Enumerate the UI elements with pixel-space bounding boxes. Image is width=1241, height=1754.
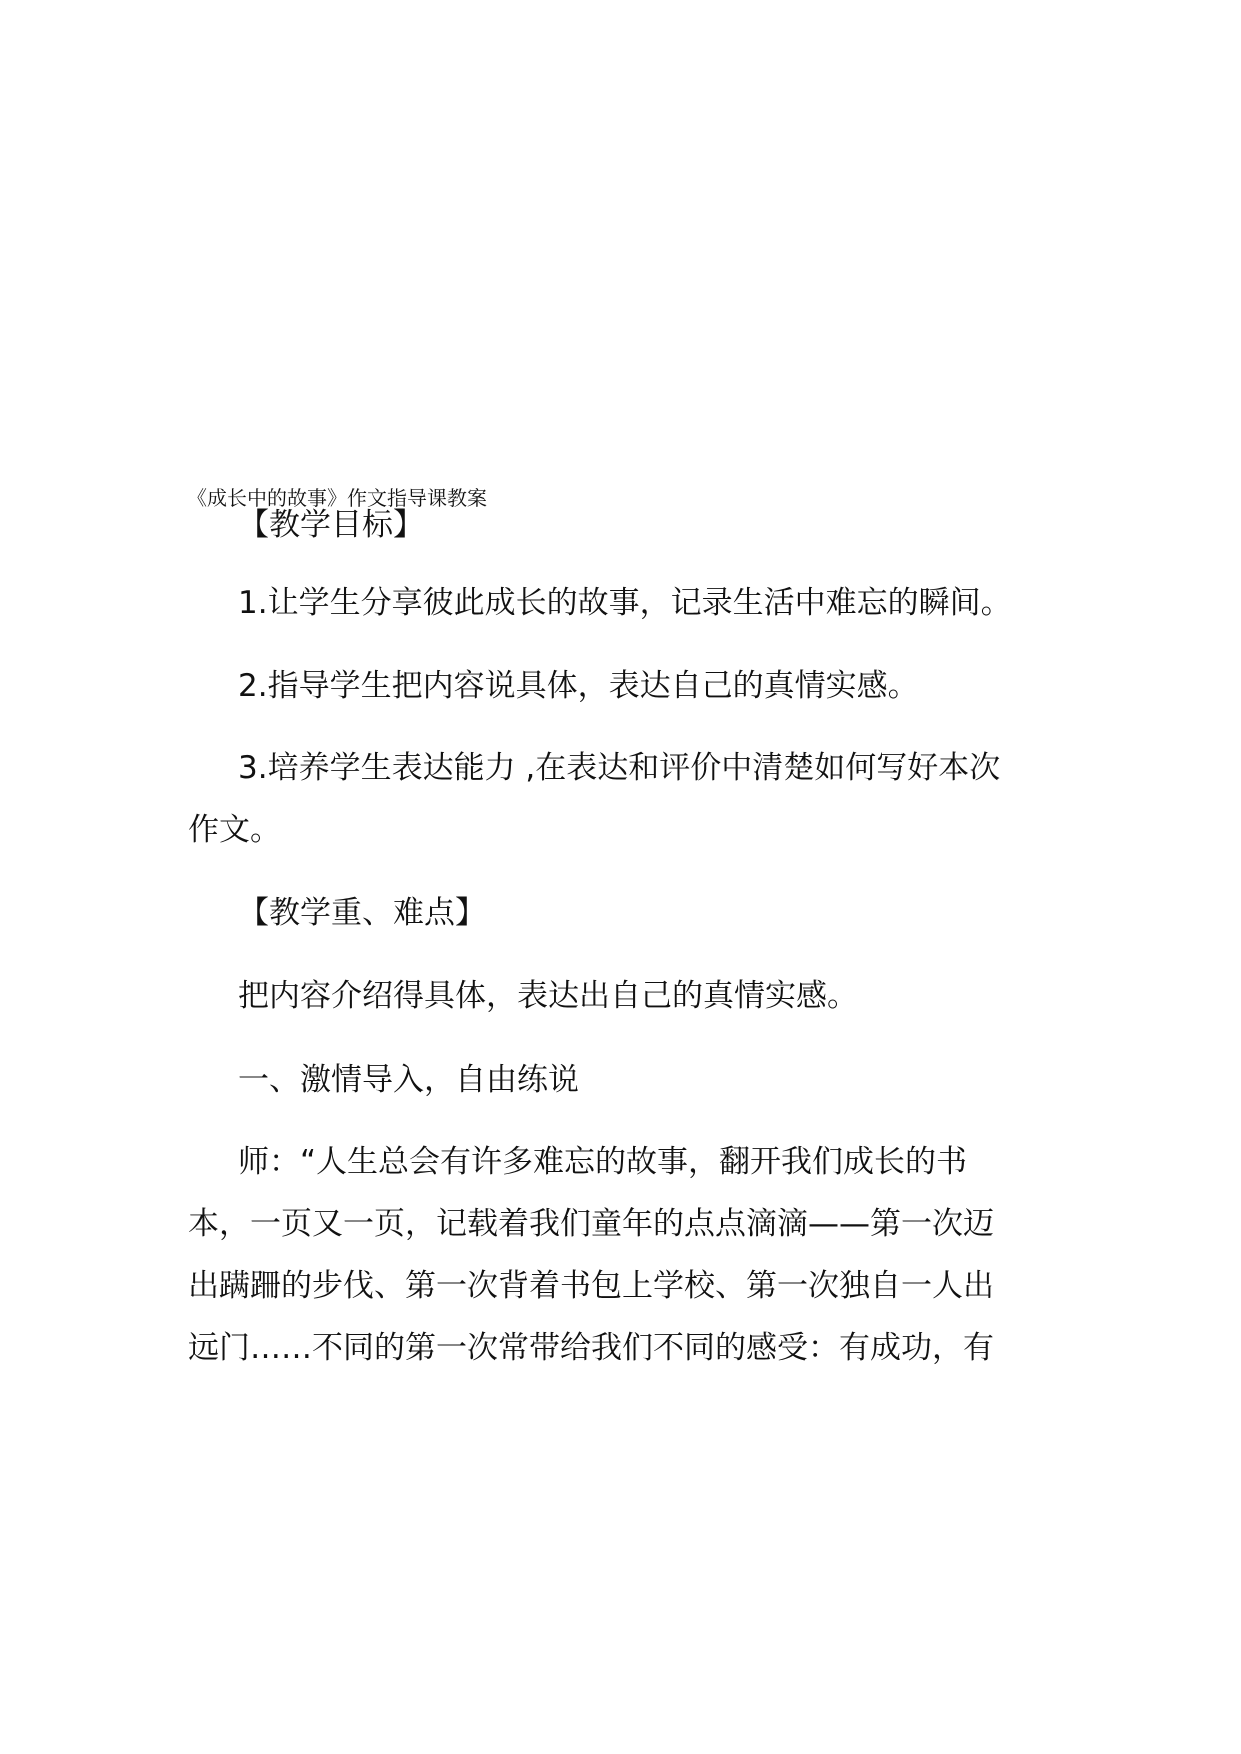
goal-item-1: 1.让学生分享彼此成长的故事，记录生活中难忘的瞬间。 [238,585,1012,621]
document-title: 《成长中的故事》作文指导课教案 [187,486,487,510]
teacher-paragraph-line-1: 师：“人生总会有许多难忘的故事，翻开我们成长的书 [238,1144,968,1180]
goal-item-3 [188,737,1058,861]
teacher-paragraph-line-4: 远门……不同的第一次常带给我们不同的感受：有成功，有 [188,1330,994,1366]
teacher-paragraph-line-2: 本，一页又一页，记载着我们童年的点点滴滴——第一次迈 [188,1206,994,1242]
goal-item-3-line-2: 作文。 [188,812,281,848]
part-one-heading: 一、激情导入，自由练说 [238,1062,579,1098]
teacher-paragraph [188,1131,1058,1379]
teacher-paragraph-line-3: 出蹒跚的步伐、第一次背着书包上学校、第一次独自一人出 [188,1268,994,1304]
key-point-text: 把内容介绍得具体，表达出自己的真情实感。 [238,978,858,1014]
section-heading-goals: 【教学目标】 [238,507,424,543]
goal-item-3-line-1: 3.培养学生表达能力 ,在表达和评价中清楚如何写好本次 [238,750,1001,786]
section-heading-key-points: 【教学重、难点】 [238,895,486,931]
goal-item-2: 2.指导学生把内容说具体，表达自己的真情实感。 [238,668,919,704]
